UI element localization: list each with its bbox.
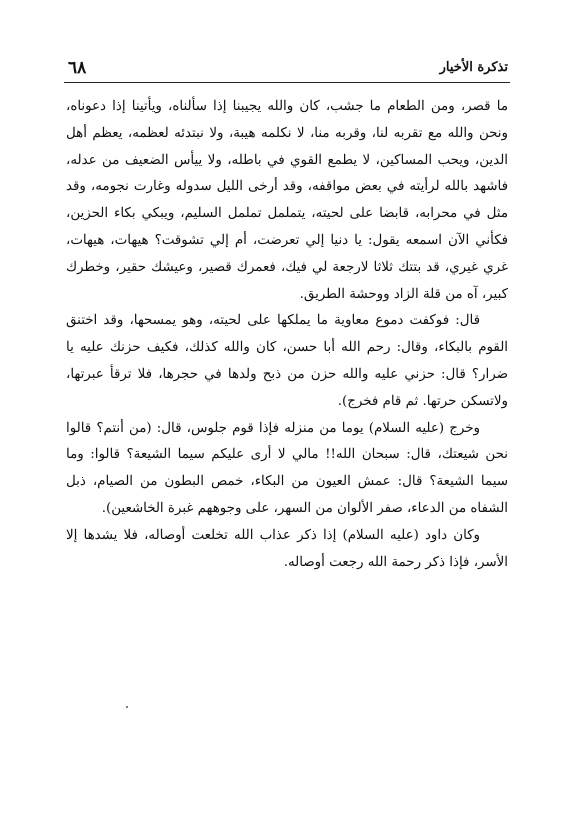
paragraph: ما قصر، ومن الطعام ما جشب، كان والله يجيبنا إذا سألناه، ويأتينا إذا دعوناه، ونحن والله مع تقربه لنا، وقربه منا، لا نكلمه هيبة، ولا نبتدئه لعظمه، يعظم أهل الدين، ويحب المساكين، لا يطمع القوي في باطله، ولا ييأس الضعيف من عدله، فاشهد بالله لرأيته في بعض مواقفه، وقد أرخى الليل سدوله وغارت نجومه، وقد مثل في محرابه، قابضا على لحيته، يتململ تململ السليم، ويبكي بكاء الحزين، فكأني الآن اسمعه يقول: يا دنيا إلي تعرضت، أم إلي تشوقت؟ هيهات، هيهات، غري غيري، قد بتتك ثلاثا لارجعة لي فيك، فعمرك قصير، وعيشك حقير، وخطرك كبير، آه من قلة الزاد ووحشة الطريق. bbox=[66, 99, 508, 302]
paragraph: وخرج (عليه السلام) يوما من منزله فإذا قوم جلوس، قال: (من أنتم؟ قالوا نحن شيعتك، قال: سبحان الله!! مالي لا أرى عليكم سيما الشيعة؟ قالوا: وما سيما الشيعة؟ قال: عمش العيون من البكاء، خمص البطون من الصيام، ذبل الشفاه من الدعاء، صفر الألوان من السهر، على وجوههم غبرة الخاشعين). bbox=[66, 420, 508, 516]
ink-speck bbox=[126, 706, 128, 708]
running-header bbox=[64, 58, 510, 83]
page-number: ٦٨ bbox=[68, 58, 87, 78]
paragraph: وكان داود (عليه السلام) إذا ذكر عذاب الله تخلعت أوصاله، فلا يشدها إلا الأسر، فإذا ذكر رحمة الله رجعت أوصاله. bbox=[66, 527, 508, 570]
paragraph: قال: فوكفت دموع معاوية ما يملكها على لحيته، وهو يمسحها، وقد اختنق القوم بالبكاء، وقال: رحم الله أبا حسن، كان والله كذلك، فكيف حزنك عليه يا ضرار؟ قال: حزني عليه والله حزن من ذبح ولدها في حجرها، فلا ترقأ عبرتها، ولاتسكن حرتها. ثم قام فخرج). bbox=[66, 313, 508, 409]
body-text bbox=[66, 94, 508, 576]
book-title: تذكرة الأخيار bbox=[439, 60, 508, 75]
